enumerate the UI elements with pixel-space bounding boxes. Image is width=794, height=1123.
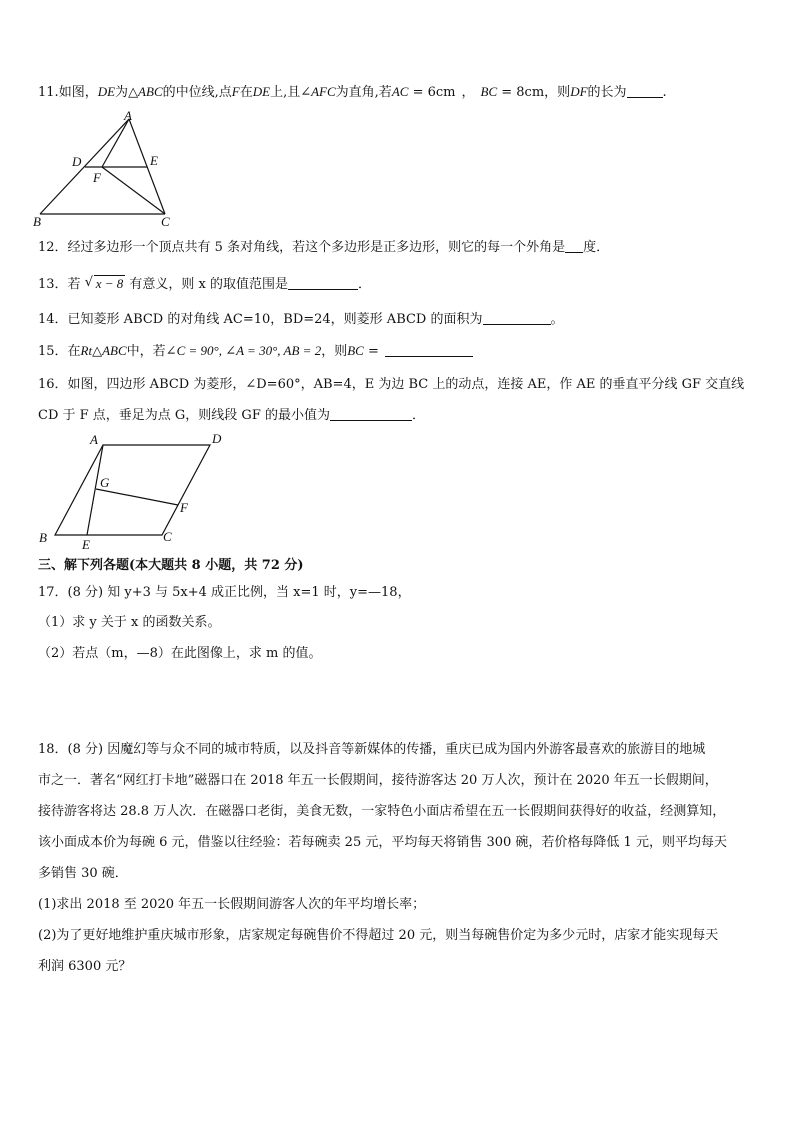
q11-math: F — [231, 84, 240, 99]
q18-stem-line2 — [38, 772, 718, 790]
q18-part1 — [38, 896, 425, 914]
q11-math: = 6cm — [408, 85, 456, 100]
label-g: G — [100, 475, 110, 490]
rhombus-abcd — [55, 445, 210, 535]
q16-text: 16．如图，四边形 ABCD 为菱形，∠D=60°，AB=4，E 为边 BC 上的动点，连接 AE，作 AE 的垂直平分线 GF 交直线 — [38, 377, 745, 392]
label-d: D — [212, 431, 222, 446]
label-e: E — [82, 537, 90, 552]
q15-math: ∠C = 90°, ∠A = 30°, AB = 2 — [165, 343, 322, 358]
q11-text: 为 — [115, 85, 129, 100]
label-a: A — [90, 432, 98, 447]
q14-text: 14．已知菱形 ABCD 的对角线 AC=10，BD=24，则菱形 ABCD 的面积为 — [38, 312, 483, 327]
q18-part1-text: (1)求出 2018 至 2020 年五一长假期间游客人次的年平均增长率； — [38, 897, 426, 912]
q18-part2-text: 利润 6300 元？ — [38, 959, 132, 974]
q11-text: . — [662, 85, 667, 100]
q18-stem-line4 — [38, 834, 727, 852]
label-f: F — [180, 500, 188, 515]
q11-text: 为直角,若 — [335, 85, 392, 100]
q11-text: ，则 — [544, 85, 571, 100]
q18-stem-line5 — [38, 865, 128, 883]
q15-answer-blank[interactable] — [385, 344, 473, 357]
section-title-text: 三、解下列各题(本大题共 8 小题，共 72 分) — [38, 558, 304, 573]
q12-text: 12．经过多边形一个顶点共有 5 条对角线，若这个多边形是正多边形，则它的每一个外角是 — [38, 240, 566, 255]
q14-end: 。 — [550, 312, 564, 327]
q17-part2-text: （2）若点（m，—8）在此图像上，求 m 的值。 — [38, 646, 322, 661]
label-a: A — [124, 108, 132, 123]
q17-part1-text: （1）求 y 关于 x 的函数关系。 — [38, 615, 221, 630]
q11-math: △ABC — [128, 84, 163, 99]
q13-text: 13．若 — [38, 277, 81, 292]
q16-text: CD 于 F 点，垂足为点 G，则线段 GF 的最小值为 — [38, 408, 330, 423]
segment-gf — [96, 489, 178, 505]
q11-math: = 8cm — [497, 85, 545, 100]
q16-answer-blank[interactable] — [330, 408, 412, 421]
q18-stem-line1 — [38, 741, 705, 759]
q16-rhombus-figure — [30, 428, 230, 552]
q18-text: 多销售 30 碗． — [38, 866, 128, 881]
q13-stem — [38, 275, 371, 294]
q11-text: 在 — [239, 85, 253, 100]
q15-text: 15．在 — [38, 344, 81, 359]
q18-part2-cont — [38, 958, 131, 976]
q11-math: DE — [97, 84, 116, 99]
q13-end: ． — [357, 277, 371, 292]
sqrt-icon: √ — [84, 275, 93, 290]
q14-stem — [38, 311, 564, 329]
q12-stem — [38, 239, 609, 257]
q18-text: 18．(8 分) 因魔幻等与众不同的城市特质，以及抖音等新媒体的传播，重庆已成为国内外游客最喜欢的旅游目的地城 — [38, 742, 706, 757]
q11-text: 如图， — [58, 85, 98, 100]
q18-text: 市之一．著名“网红打卡地”磁器口在 2018 年五一长假期间，接待游客达 20 万人次，预计在 2020 年五一长假期间， — [38, 773, 718, 788]
q14-answer-blank[interactable] — [483, 312, 551, 325]
q11-number: 11. — [38, 85, 59, 100]
q11-math: DF — [570, 84, 588, 99]
q11-stem — [38, 83, 667, 102]
q15-math: Rt△ABC — [80, 343, 127, 358]
q16-end: ． — [411, 408, 425, 423]
q13-radicand: x − 8 — [95, 276, 124, 291]
label-b: B — [39, 530, 47, 545]
label-e: E — [150, 153, 158, 168]
q16-stem-line2 — [38, 407, 425, 425]
q17-text: 17．(8 分) 知 y+3 与 5x+4 成正比例，当 x=1 时，y=—18， — [38, 585, 411, 600]
q18-text: 该小面成本价为每碗 6 元，借鉴以往经验：若每碗卖 25 元，平均每天将销售 300 碗，若价格每降低 1 元，则平均每天 — [38, 835, 727, 850]
q17-part1 — [38, 614, 220, 632]
q15-text: ，则 — [321, 344, 348, 359]
q18-part2-text: (2)为了更好地维护重庆城市形象，店家规定每碗售价不得超过 20 元，则当每碗售价定为多少元时，店家才能实现每天 — [38, 928, 719, 943]
section-title — [38, 557, 304, 575]
q11-triangle-figure — [30, 108, 180, 230]
q13-answer-blank[interactable] — [288, 277, 358, 290]
q15-stem — [38, 342, 473, 361]
q11-answer-blank[interactable] — [627, 85, 663, 98]
q11-math: BC — [480, 84, 498, 99]
q18-stem-line3 — [38, 803, 725, 821]
label-b: B — [33, 214, 41, 229]
q16-stem-line1 — [38, 376, 744, 394]
q13-text: 有意义，则 x 的取值范围是 — [129, 277, 288, 292]
label-c: C — [161, 214, 170, 229]
q11-text: ， — [461, 85, 475, 100]
q18-part2 — [38, 927, 718, 945]
q13-sqrt — [85, 275, 126, 294]
label-f: F — [93, 170, 101, 185]
q15-math: = — [363, 344, 379, 359]
q11-math: DE — [252, 84, 271, 99]
q11-text: 上,且 — [270, 85, 301, 100]
label-d: D — [72, 154, 82, 169]
q12-answer-blank[interactable] — [565, 240, 583, 253]
q11-math: ∠AFC — [300, 84, 336, 99]
q18-text: 接待游客将达 28.8 万人次．在磁器口老街，美食无数，一家特色小面店希望在五一长假期间获得好的收益，经测算知， — [38, 804, 726, 819]
q17-part2 — [38, 645, 321, 663]
q12-end: 度． — [583, 240, 610, 255]
q15-text: 中，若 — [126, 344, 166, 359]
q11-math: AC — [391, 84, 409, 99]
q11-text: 的长为 — [587, 85, 627, 100]
q11-text: 的中位线,点 — [162, 85, 232, 100]
q17-stem — [38, 584, 411, 602]
q15-math: BC — [347, 343, 364, 358]
label-c: C — [163, 529, 172, 544]
